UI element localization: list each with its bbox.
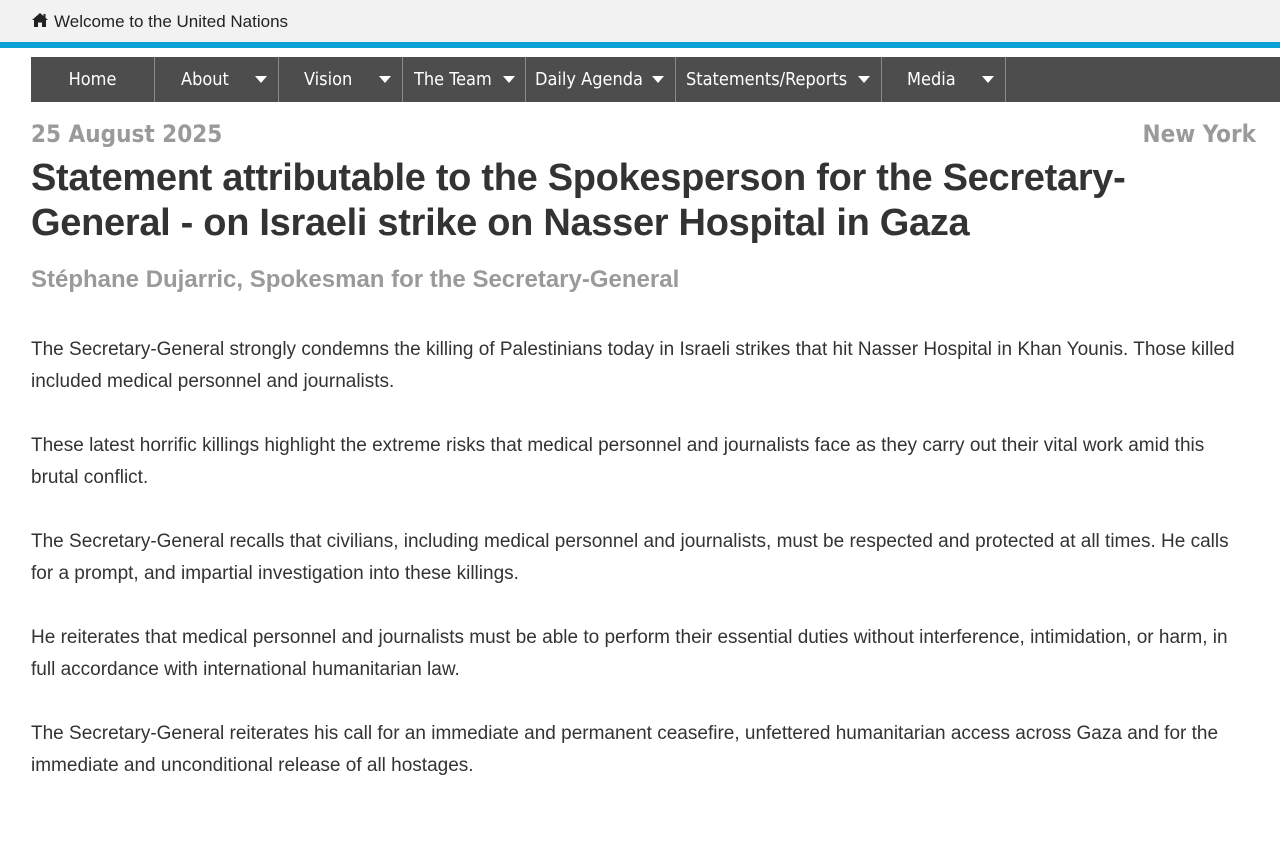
nav-label-daily-agenda: Daily Agenda	[535, 69, 643, 90]
main-nav	[31, 57, 1280, 102]
article-body	[31, 334, 1246, 814]
article-byline: Stéphane Dujarric, Spokesman for the Secretary-General	[31, 266, 680, 293]
nav-label-statements-reports: Statements/Reports	[686, 69, 848, 90]
nav-label-vision: Vision	[304, 69, 353, 90]
article-paragraph: The Secretary-General strongly condemns the killing of Palestinians today in Israeli strikes that hit Nasser Hospital in Khan Younis. Those killed included medical personnel and journalists.	[31, 339, 1235, 392]
chevron-down-icon	[379, 76, 391, 83]
nav-item-statements-reports[interactable]	[676, 57, 882, 102]
article-date: 25 August 2025	[31, 120, 223, 148]
article-paragraph: He reiterates that medical personnel and journalists must be able to perform their essential duties without interference, intimidation, or harm, in full accordance with international humanitarian law.	[31, 627, 1228, 680]
chevron-down-icon	[503, 76, 515, 83]
home-icon	[31, 12, 49, 33]
nav-item-the-team[interactable]	[403, 57, 526, 102]
article-location: New York	[1142, 120, 1256, 148]
nav-label-media: Media	[907, 69, 956, 90]
chevron-down-icon	[255, 76, 267, 83]
article-paragraph: The Secretary-General recalls that civilians, including medical personnel and journalists, must be respected and protected at all times. He calls for a prompt, and impartial investigation into these killings.	[31, 531, 1229, 584]
article-paragraph: These latest horrific killings highlight the extreme risks that medical personnel and journalists face as they carry out their vital work amid this brutal conflict.	[31, 435, 1205, 488]
page-title: Statement attributable to the Spokesperson for the Secretary-General - on Israeli strike on Nasser Hospital in Gaza	[31, 157, 1126, 244]
chevron-down-icon	[652, 76, 664, 83]
chevron-down-icon	[982, 76, 994, 83]
accent-rule	[0, 42, 1280, 48]
nav-item-home[interactable]	[31, 57, 155, 102]
nav-item-about[interactable]	[155, 57, 279, 102]
chevron-down-icon	[858, 76, 870, 83]
nav-label-home: Home	[68, 69, 117, 90]
nav-label-about: About	[181, 69, 229, 90]
nav-item-media[interactable]	[882, 57, 1006, 102]
nav-item-vision[interactable]	[279, 57, 403, 102]
welcome-link[interactable]	[31, 11, 288, 33]
welcome-link-label: Welcome to the United Nations	[54, 12, 289, 31]
top-bar	[0, 0, 1280, 42]
nav-item-daily-agenda[interactable]	[526, 57, 676, 102]
nav-label-the-team: The Team	[414, 69, 492, 90]
article-paragraph: The Secretary-General reiterates his call for an immediate and permanent ceasefire, unfettered humanitarian access across Gaza and for the immediate and unconditional release of all hostages.	[31, 723, 1219, 776]
